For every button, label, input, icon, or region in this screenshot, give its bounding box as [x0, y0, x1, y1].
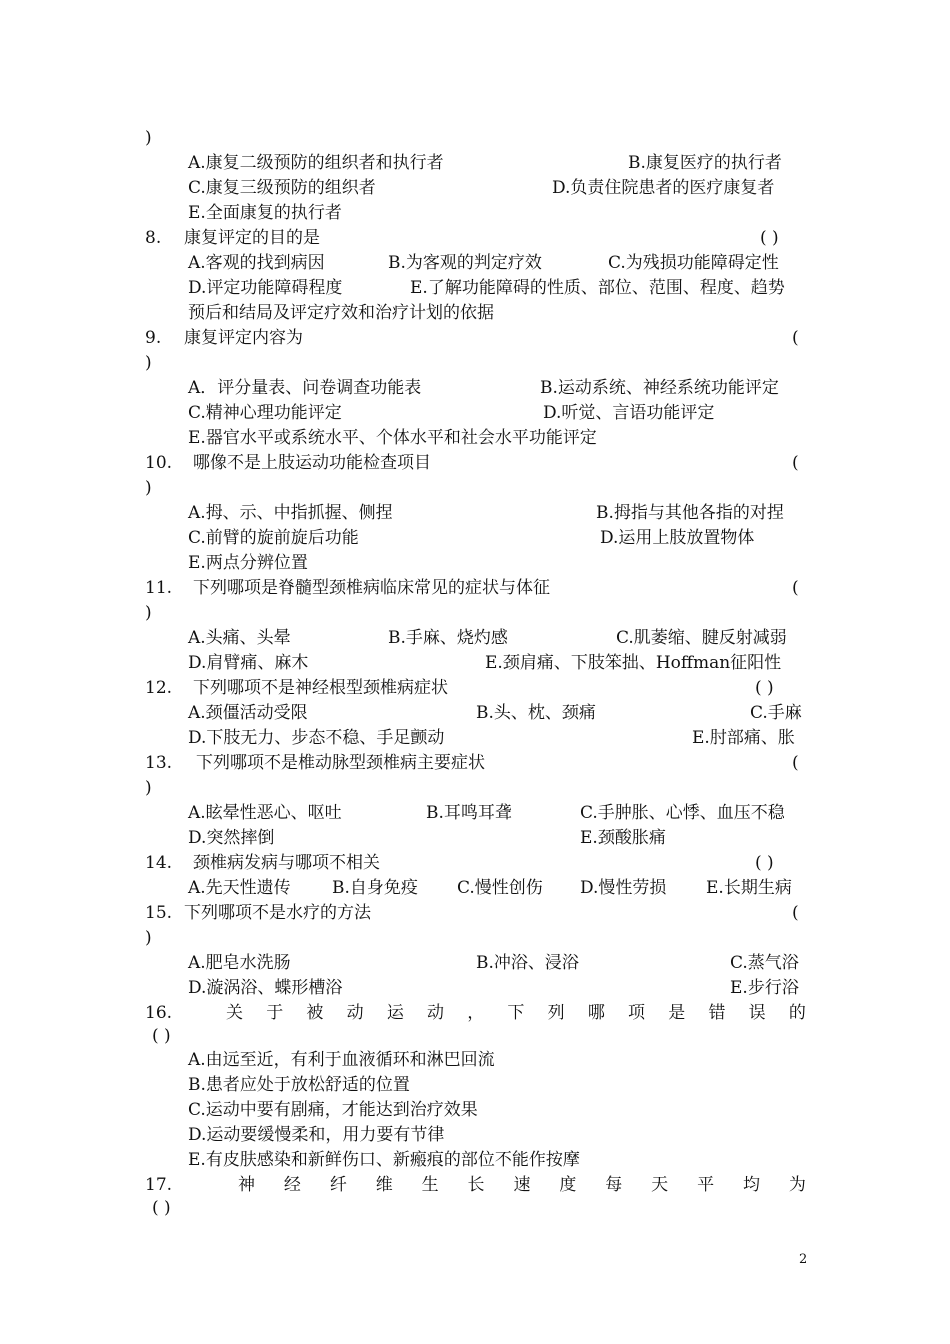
question-11-text: 下列哪项是脊髓型颈椎病临床常见的症状与体征	[193, 578, 550, 598]
answer-blank-15-open: (	[792, 903, 799, 923]
q16-char: ，	[467, 1003, 485, 1023]
q17-char: 经	[283, 1175, 301, 1195]
answer-blank-11-open: (	[792, 578, 799, 598]
q16-char: 下	[507, 1003, 525, 1023]
q9-option-b: B.运动系统、神经系统功能评定	[540, 378, 779, 398]
q11-option-c: C.肌萎缩、腱反射减弱	[616, 628, 787, 648]
q15-option-a: A.肥皂水洗肠	[188, 953, 291, 973]
question-17-text	[238, 1173, 806, 1198]
q12-option-e: E.肘部痛、胀	[692, 728, 795, 748]
q16-option-a: A.由远至近，有利于血液循环和淋巴回流	[188, 1050, 495, 1070]
q17-char: 每	[605, 1175, 623, 1195]
question-number-14: 14.	[145, 853, 173, 873]
q17-char: 长	[467, 1175, 485, 1195]
q9-option-a: A．评分量表、问卷调查功能表	[188, 378, 422, 398]
q12-option-b: B.头、枕、颈痛	[476, 703, 596, 723]
q16-char: 列	[547, 1003, 565, 1023]
q14-option-e: E.长期生病	[706, 878, 792, 898]
q14-option-a: A.先天性遗传	[188, 878, 291, 898]
q16-char: 错	[708, 1003, 726, 1023]
answer-blank-10-open: (	[792, 453, 799, 473]
q11-option-a: A.头痛、头晕	[188, 628, 291, 648]
q17-char: 平	[697, 1175, 715, 1195]
q11-option-e: E.颈肩痛、下肢笨拙、Hoffman征阳性	[485, 653, 782, 673]
answer-blank-9-close: )	[145, 353, 152, 373]
q17-char: 维	[375, 1175, 393, 1195]
answer-blank-8: ( )	[760, 228, 779, 248]
question-9-text: 康复评定内容为	[184, 328, 303, 348]
q17-char: 均	[742, 1175, 760, 1195]
q8-option-e-cont: 预后和结局及评定疗效和治疗计划的依据	[188, 303, 494, 323]
question-number-8: 8.	[145, 228, 162, 248]
question-number-12: 12.	[145, 678, 173, 698]
option-e: E.全面康复的执行者	[188, 203, 342, 223]
q16-char: 是	[668, 1003, 686, 1023]
question-number-11: 11.	[145, 578, 173, 598]
q9-option-d: D.听觉、言语功能评定	[543, 403, 715, 423]
answer-blank-10-close: )	[145, 478, 152, 498]
q11-option-d: D.肩臂痛、麻木	[188, 653, 309, 673]
q12-option-c: C.手麻	[750, 703, 802, 723]
q10-option-b: B.拇指与其他各指的对捏	[596, 503, 784, 523]
answer-blank-13-close: )	[145, 778, 152, 798]
q16-char: 被	[306, 1003, 324, 1023]
q16-option-e: E.有皮肤感染和新鲜伤口、新瘢痕的部位不能作按摩	[188, 1150, 580, 1170]
page-number: 2	[799, 1252, 808, 1267]
q17-char: 为	[788, 1175, 806, 1195]
answer-blank-16: ( )	[152, 1026, 171, 1046]
q8-option-b: B.为客观的判定疗效	[388, 253, 542, 273]
answer-blank-14: ( )	[755, 853, 774, 873]
q13-option-b: B.耳鸣耳聋	[426, 803, 512, 823]
q15-option-c: C.蒸气浴	[730, 953, 799, 973]
q16-option-b: B.患者应处于放松舒适的位置	[188, 1075, 410, 1095]
question-number-13: 13.	[145, 753, 173, 773]
q15-option-e: E.步行浴	[730, 978, 799, 998]
q17-char: 纤	[329, 1175, 347, 1195]
q13-option-c: C.手肿胀、心悸、血压不稳	[580, 803, 785, 823]
q13-option-a: A.眩晕性恶心、呕吐	[188, 803, 342, 823]
q8-option-c: C.为残损功能障碍定性	[608, 253, 779, 273]
q10-option-c: C.前臂的旋前旋后功能	[188, 528, 359, 548]
q16-char: 动	[427, 1003, 445, 1023]
question-8-text: 康复评定的目的是	[184, 228, 320, 248]
q16-char: 运	[386, 1003, 404, 1023]
q17-char: 度	[559, 1175, 577, 1195]
question-number-16: 16.	[145, 1003, 173, 1023]
q8-option-a: A.客观的找到病因	[188, 253, 325, 273]
q16-char: 哪	[587, 1003, 605, 1023]
q16-option-d: D.运动要缓慢柔和，用力要有节律	[188, 1125, 445, 1145]
option-b: B.康复医疗的执行者	[628, 153, 782, 173]
answer-blank-15-close: )	[145, 928, 152, 948]
q10-option-a: A.拇、示、中指抓握、侧捏	[188, 503, 393, 523]
question-10-text: 哪像不是上肢运动功能检查项目	[193, 453, 431, 473]
option-d: D.负责住院患者的医疗康复者	[552, 178, 775, 198]
question-number-17: 17.	[145, 1175, 173, 1195]
q16-char: 关	[226, 1003, 243, 1023]
q16-char: 误	[748, 1003, 766, 1023]
continuation-paren: )	[145, 128, 152, 148]
answer-blank-12: ( )	[755, 678, 774, 698]
q16-char: 于	[266, 1003, 284, 1023]
q10-option-e: E.两点分辨位置	[188, 553, 308, 573]
option-a: A.康复二级预防的组织者和执行者	[188, 153, 444, 173]
q16-char: 的	[788, 1003, 806, 1023]
q16-char: 动	[346, 1003, 364, 1023]
question-number-10: 10.	[145, 453, 173, 473]
q17-char: 生	[421, 1175, 439, 1195]
answer-blank-11-close: )	[145, 603, 152, 623]
q15-option-d: D.漩涡浴、蝶形槽浴	[188, 978, 343, 998]
question-13-text: 下列哪项不是椎动脉型颈椎病主要症状	[196, 753, 485, 773]
q17-char: 天	[651, 1175, 669, 1195]
answer-blank-13-open: (	[792, 753, 799, 773]
q10-option-d: D.运用上肢放置物体	[600, 528, 755, 548]
q12-option-a: A.颈僵活动受限	[188, 703, 308, 723]
q17-char: 速	[513, 1175, 531, 1195]
q14-option-b: B.自身免疫	[332, 878, 418, 898]
q17-char: 神	[238, 1175, 255, 1195]
answer-blank-9-open: (	[792, 328, 799, 348]
question-number-9: 9.	[145, 328, 162, 348]
q8-option-e: E.了解功能障碍的性质、部位、范围、程度、趋势	[410, 278, 785, 298]
q14-option-d: D.慢性劳损	[580, 878, 667, 898]
q16-option-c: C.运动中要有剧痛，才能达到治疗效果	[188, 1100, 478, 1120]
question-12-text: 下列哪项不是神经根型颈椎病症状	[193, 678, 448, 698]
answer-blank-17: ( )	[152, 1198, 171, 1218]
q16-char: 项	[628, 1003, 646, 1023]
question-number-15: 15.	[145, 903, 173, 923]
question-16-text	[226, 1001, 806, 1026]
q14-option-c: C.慢性创伤	[457, 878, 543, 898]
q15-option-b: B.冲浴、浸浴	[476, 953, 579, 973]
q8-option-d: D.评定功能障碍程度	[188, 278, 343, 298]
q13-option-d: D.突然摔倒	[188, 828, 275, 848]
q9-option-c: C.精神心理功能评定	[188, 403, 342, 423]
option-c: C.康复三级预防的组织者	[188, 178, 376, 198]
question-14-text: 颈椎病发病与哪项不相关	[193, 853, 380, 873]
question-15-text: 下列哪项不是水疗的方法	[184, 903, 371, 923]
q11-option-b: B.手麻、烧灼感	[388, 628, 508, 648]
q9-option-e: E.器官水平或系统水平、个体水平和社会水平功能评定	[188, 428, 597, 448]
q13-option-e: E.颈酸胀痛	[580, 828, 666, 848]
q12-option-d: D.下肢无力、步态不稳、手足颤动	[188, 728, 445, 748]
